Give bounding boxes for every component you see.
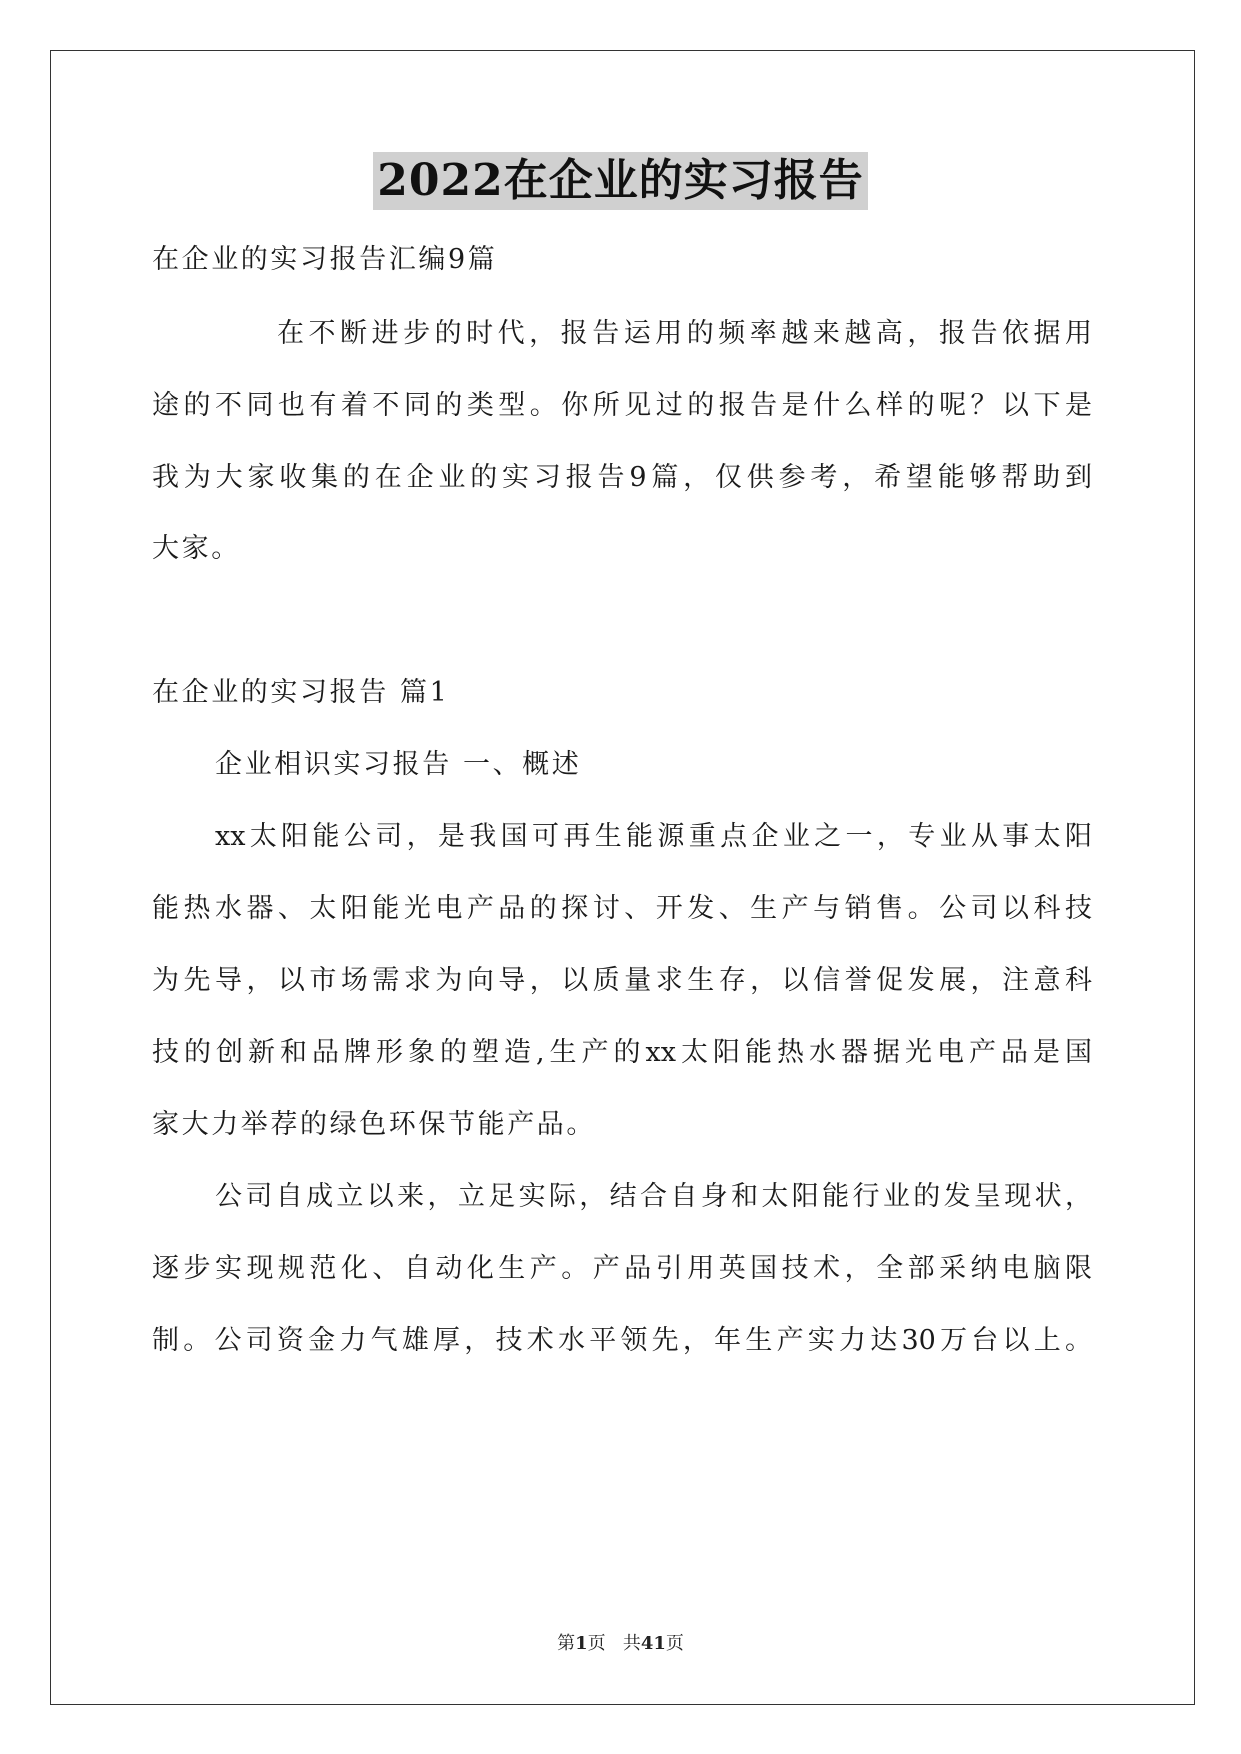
- page-footer: [0, 1632, 1241, 1656]
- intro-line-2: 途的不同也有着不同的类型。你所见过的报告是什么样的呢？以下是: [152, 390, 1092, 421]
- document-title: 2022在企业的实习报告: [373, 152, 867, 210]
- total-pages: 41: [640, 1633, 666, 1654]
- page-number: 1: [575, 1633, 588, 1654]
- para1-line-3: 为先导，以市场需求为向导，以质量求生存，以信誉促发展，注意科: [152, 965, 1092, 996]
- para1-line-4: 技的创新和品牌形象的塑造,生产的xx太阳能热水器据光电产品是国: [152, 1037, 1092, 1068]
- page-prefix: 第: [557, 1633, 576, 1654]
- document-subtitle: 在企业的实习报告汇编9篇: [152, 244, 498, 275]
- intro-line-3: 我为大家收集的在企业的实习报告9篇，仅供参考，希望能够帮助到: [152, 462, 1092, 493]
- page-border: [50, 50, 1195, 1705]
- total-prefix: 共: [622, 1633, 641, 1654]
- para2-line-3: 制。公司资金力气雄厚，技术水平领先，年生产实力达30万台以上。: [152, 1325, 1092, 1356]
- section-subheading: 企业相识实习报告 一、概述: [215, 749, 582, 780]
- intro-line-4: 大家。: [152, 533, 241, 564]
- para2-line-1: 公司自成立以来，立足实际，结合自身和太阳能行业的发呈现状，: [215, 1181, 1092, 1212]
- title-container: [0, 152, 1241, 210]
- para1-line-5: 家大力举荐的绿色环保节能产品。: [152, 1109, 596, 1140]
- para1-line-2: 能热水器、太阳能光电产品的探讨、开发、生产与销售。公司以科技: [152, 893, 1092, 924]
- para2-line-2: 逐步实现规范化、自动化生产。产品引用英国技术，全部采纳电脑限: [152, 1253, 1092, 1284]
- page-unit: 页: [587, 1633, 606, 1654]
- section-heading: 在企业的实习报告 篇1: [152, 677, 450, 708]
- total-unit: 页: [665, 1633, 684, 1654]
- para1-line-1: xx太阳能公司，是我国可再生能源重点企业之一，专业从事太阳: [215, 821, 1092, 852]
- intro-line-1: 在不断进步的时代，报告运用的频率越来越高，报告依据用: [277, 318, 1092, 349]
